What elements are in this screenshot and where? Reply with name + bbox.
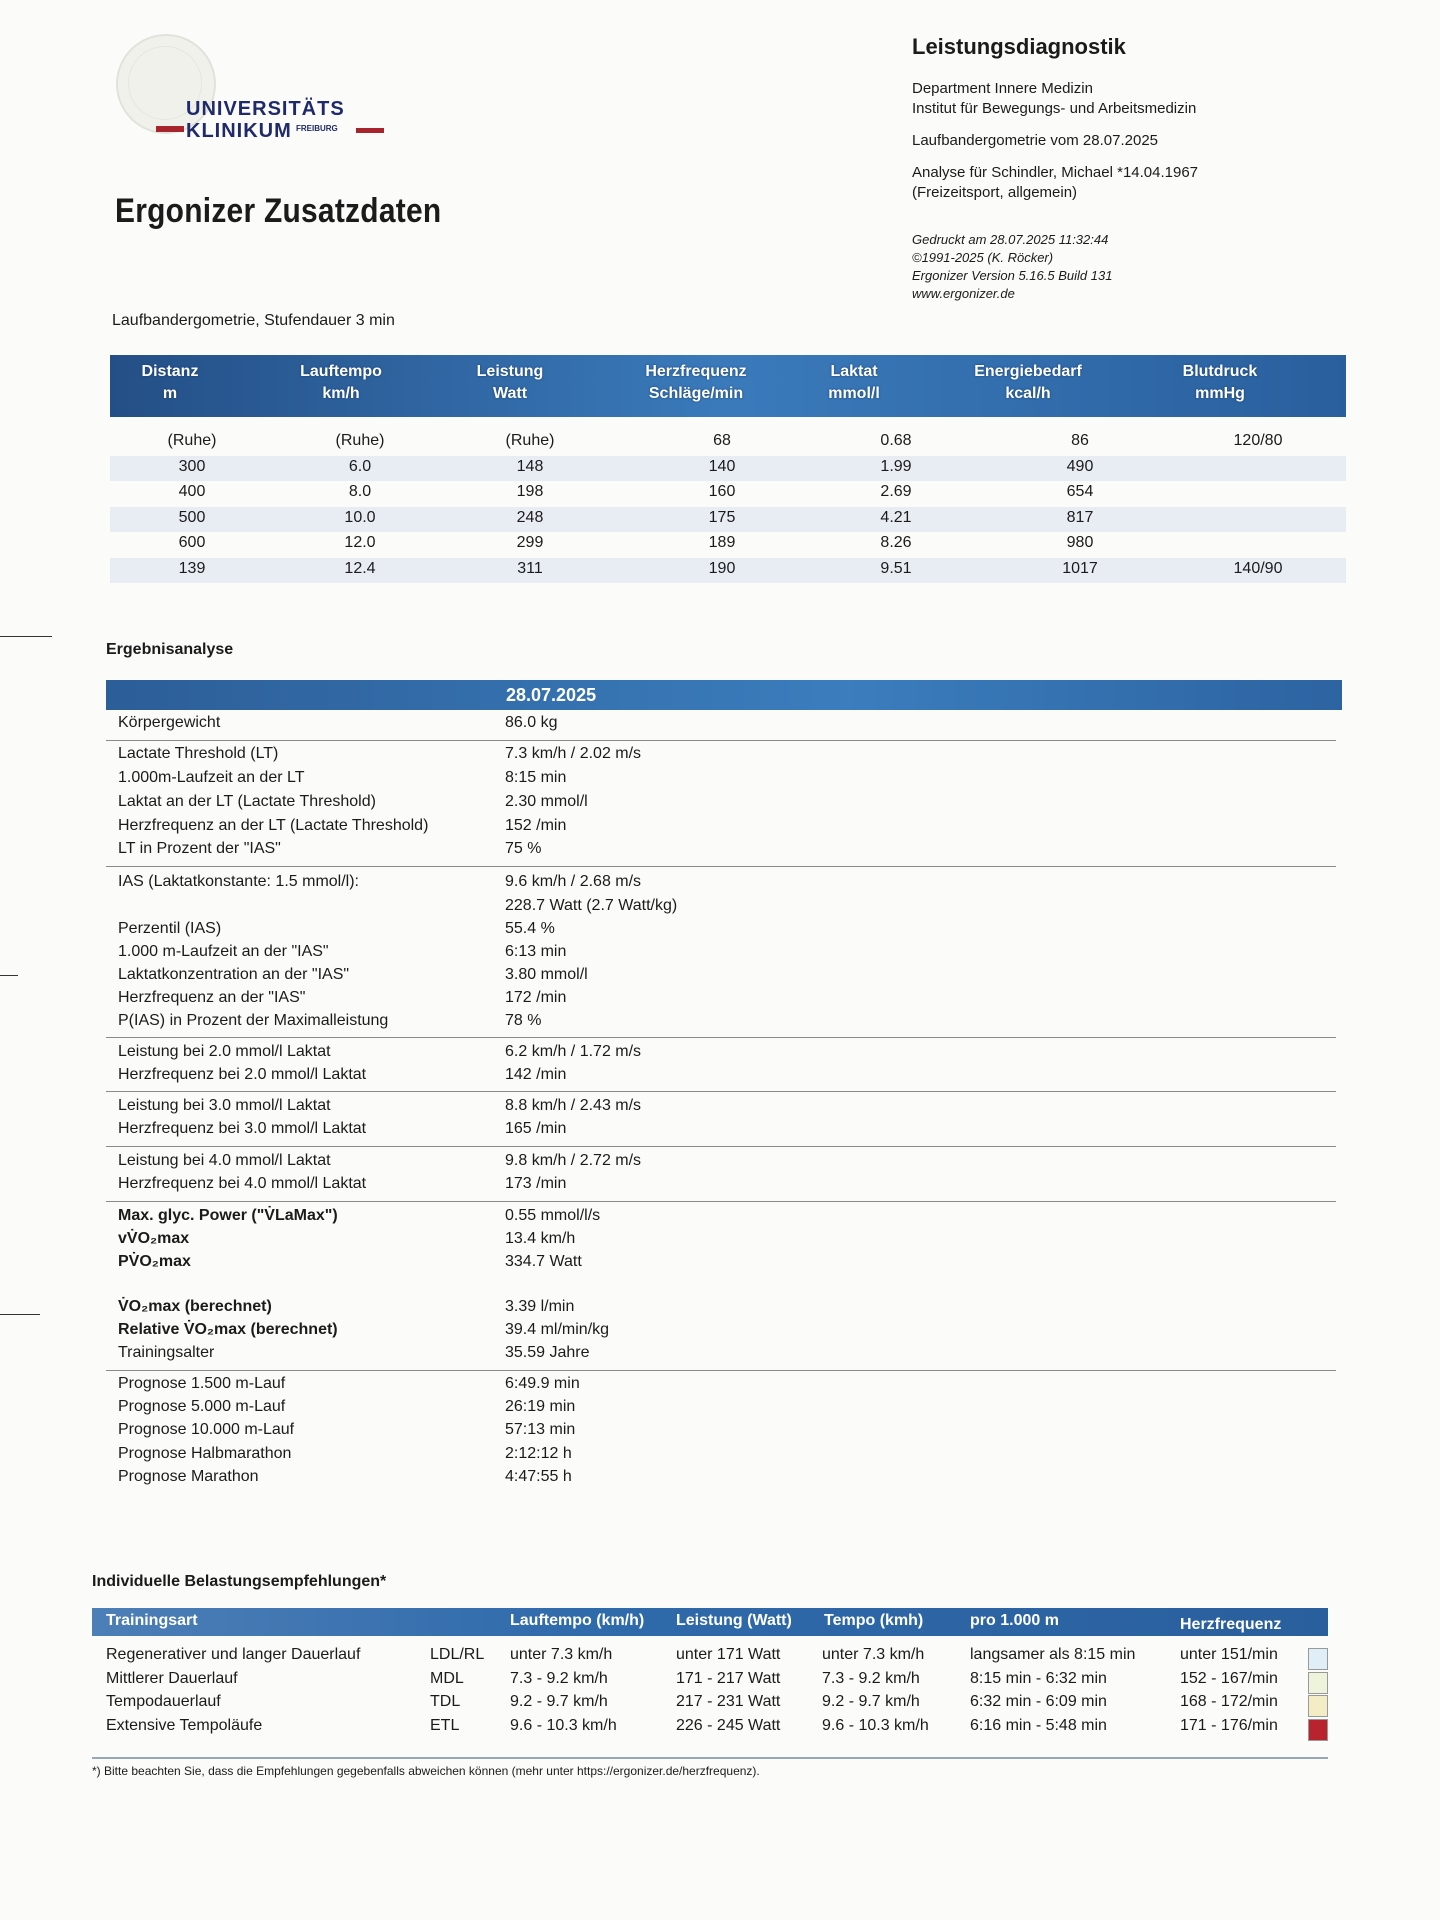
rec-cell-hr: 171 - 176/min — [1180, 1716, 1278, 1734]
rec-cell-per-km: 6:16 min - 5:48 min — [970, 1716, 1107, 1734]
rec-cell-name: Regenerativer und langer Dauerlauf — [106, 1646, 361, 1663]
logo-bar-right — [356, 128, 384, 133]
header-line1: Laktat — [830, 363, 878, 380]
stage-table-cell: 9.51 — [880, 560, 912, 577]
result-value: 165 /min — [505, 1120, 567, 1137]
result-label: Herzfrequenz bei 4.0 mmol/l Laktat — [118, 1175, 367, 1192]
result-separator — [106, 1146, 1336, 1147]
result-value: 172 /min — [505, 989, 567, 1006]
result-value: 228.7 Watt (2.7 Watt/kg) — [505, 897, 678, 914]
result-value: 78 % — [505, 1012, 542, 1029]
rec-cell-per-km: langsamer als 8:15 min — [970, 1646, 1136, 1663]
stage-table-header — [110, 355, 1346, 417]
header-copyright: ©1991-2025 (K. Röcker) — [912, 250, 1054, 265]
header-line2: km/h — [322, 385, 360, 402]
result-separator — [106, 1370, 1336, 1371]
result-value: 6:49.9 min — [505, 1375, 580, 1392]
results-header — [106, 680, 1342, 710]
result-label: Trainingsalter — [118, 1344, 215, 1361]
result-value: 4:47:55 h — [505, 1468, 572, 1485]
result-value: 57:13 min — [505, 1421, 576, 1438]
stage-table-cell: (Ruhe) — [505, 432, 555, 449]
result-label: Herzfrequenz bei 2.0 mmol/l Laktat — [118, 1066, 367, 1083]
result-label: Laktat an der LT (Lactate Threshold) — [118, 793, 376, 810]
hr-zone-swatch — [1308, 1695, 1328, 1717]
rec-cell-speed: 7.3 - 9.2 km/h — [510, 1669, 608, 1687]
result-label: Prognose Marathon — [118, 1468, 259, 1485]
stage-table-cell: 490 — [1066, 457, 1094, 475]
result-label: 1.000m-Laufzeit an der LT — [118, 769, 305, 786]
header-line2: m — [162, 385, 178, 402]
rec-header-tempo: Tempo (kmh) — [824, 1612, 924, 1629]
stage-header-cell — [440, 361, 580, 405]
result-value: 2:12:12 h — [505, 1445, 572, 1462]
rec-cell-code: MDL — [430, 1669, 464, 1687]
edge-mark — [0, 975, 18, 976]
result-value: 6:13 min — [505, 943, 567, 960]
result-label: 1.000 m-Laufzeit an der "IAS" — [118, 943, 329, 960]
rec-header-per-km: pro 1.000 m — [970, 1612, 1059, 1629]
result-label: Laktatkonzentration an der "IAS" — [118, 966, 350, 983]
result-value: 2.30 mmol/l — [505, 793, 588, 810]
stage-table-cell: 1.99 — [880, 457, 912, 475]
result-value: 75 % — [505, 840, 542, 857]
result-label: Prognose 5.000 m-Lauf — [118, 1398, 286, 1415]
result-label: vV̇O₂max — [118, 1230, 190, 1247]
rec-cell-power: 171 - 217 Watt — [676, 1669, 781, 1687]
result-value: 334.7 Watt — [505, 1253, 582, 1270]
result-separator — [106, 1037, 1336, 1038]
stage-table-cell: 1017 — [1062, 560, 1098, 577]
stage-table-cell: 400 — [178, 483, 206, 501]
recommendations-divider — [92, 1757, 1328, 1759]
stage-header-cell — [948, 361, 1108, 405]
stage-table-cell: 12.4 — [344, 560, 376, 577]
result-label: Körpergewicht — [118, 714, 221, 731]
stage-table-cell: 8.26 — [880, 534, 912, 552]
result-label: Herzfrequenz an der LT (Lactate Threshold) — [118, 817, 429, 834]
stage-table-cell: 500 — [178, 508, 206, 526]
header-printed: Gedruckt am 28.07.2025 11:32:44 — [912, 232, 1109, 247]
rec-header-power: Leistung (Watt) — [676, 1612, 792, 1629]
result-label: Prognose Halbmarathon — [118, 1445, 292, 1462]
stage-table-cell: 148 — [516, 457, 544, 475]
stage-table-cell: 600 — [178, 534, 206, 552]
result-value: 39.4 ml/min/kg — [505, 1321, 610, 1338]
header-line2: mmol/l — [828, 385, 880, 402]
result-label: V̇O₂max (berechnet) — [118, 1298, 272, 1315]
result-label: Prognose 1.500 m-Lauf — [118, 1375, 286, 1392]
result-separator — [106, 1091, 1336, 1092]
result-separator — [106, 740, 1336, 741]
recommendations-title: Individuelle Belastungsempfehlungen* — [92, 1573, 387, 1590]
hr-zone-swatch — [1308, 1672, 1328, 1694]
header-line1: Energiebedarf — [974, 363, 1082, 380]
rec-cell-name: Mittlerer Dauerlauf — [106, 1669, 238, 1687]
result-value: 9.6 km/h / 2.68 m/s — [505, 873, 642, 890]
stage-table-cell: 6.0 — [348, 457, 372, 475]
stage-table-cell: 311 — [517, 560, 543, 577]
rec-header-speed: Lauftempo (km/h) — [510, 1612, 645, 1629]
stage-table-cell: 654 — [1066, 483, 1094, 501]
stage-table-cell: 12.0 — [344, 534, 376, 552]
stage-table-cell: (Ruhe) — [167, 432, 217, 449]
rec-cell-power: 217 - 231 Watt — [676, 1693, 781, 1710]
stage-table-cell: 980 — [1066, 534, 1094, 552]
rec-cell-speed: 9.2 - 9.7 km/h — [510, 1693, 608, 1710]
edge-mark — [0, 1314, 40, 1315]
rec-cell-name: Tempodauerlauf — [106, 1693, 221, 1710]
stage-header-cell — [1150, 361, 1290, 405]
header-line1: Distanz — [141, 363, 199, 380]
stage-table-cell: 4.21 — [880, 508, 912, 526]
stage-table-cell: 140 — [708, 457, 736, 475]
header-line1: Lauftempo — [300, 363, 382, 380]
logo-bar-left — [156, 126, 184, 132]
result-value: 9.8 km/h / 2.72 m/s — [505, 1152, 642, 1169]
result-value: 8.8 km/h / 2.43 m/s — [505, 1097, 642, 1114]
rec-cell-tempo: 7.3 - 9.2 km/h — [822, 1669, 920, 1687]
hr-zone-swatch — [1308, 1719, 1328, 1741]
stage-table-row — [110, 481, 1346, 506]
stage-table-cell: 299 — [516, 534, 544, 552]
header-line2: Schläge/min — [648, 385, 744, 402]
header-line1: Leistung — [476, 363, 544, 380]
stage-header-cell — [784, 361, 924, 405]
rec-cell-speed: 9.6 - 10.3 km/h — [510, 1716, 617, 1734]
header-line1: Herzfrequenz — [645, 363, 747, 380]
result-value: 86.0 kg — [505, 714, 558, 731]
rec-cell-tempo: unter 7.3 km/h — [822, 1646, 925, 1663]
rec-header-type: Trainingsart — [106, 1612, 198, 1629]
edge-mark — [0, 636, 52, 637]
result-value: 7.3 km/h / 2.02 m/s — [505, 745, 642, 762]
header-line2: mmHg — [1195, 385, 1245, 402]
rec-cell-name: Extensive Tempoläufe — [106, 1716, 263, 1734]
logo-line1: UNIVERSITÄTS — [186, 98, 345, 120]
header-line2: kcal/h — [1005, 385, 1051, 402]
result-label: Herzfrequenz an der "IAS" — [118, 989, 306, 1006]
result-label: Perzentil (IAS) — [118, 920, 222, 937]
result-label: Lactate Threshold (LT) — [118, 745, 279, 762]
result-value: 152 /min — [505, 817, 567, 834]
result-label: Herzfrequenz bei 3.0 mmol/l Laktat — [118, 1120, 367, 1137]
result-separator — [106, 866, 1336, 867]
result-value: 55.4 % — [505, 920, 555, 937]
result-label: LT in Prozent der "IAS" — [118, 840, 281, 857]
header-analysis: Analyse für Schindler, Michael *14.04.1967 — [912, 164, 1199, 181]
stage-table-cell: 2.69 — [880, 483, 912, 501]
stage-table-cell: 0.68 — [880, 432, 912, 449]
stage-table-cell: 139 — [178, 560, 206, 577]
rec-cell-per-km: 8:15 min - 6:32 min — [970, 1669, 1107, 1687]
result-value: 35.59 Jahre — [505, 1344, 590, 1361]
rec-cell-hr: 152 - 167/min — [1180, 1669, 1278, 1687]
rec-cell-tempo: 9.2 - 9.7 km/h — [822, 1693, 920, 1710]
header-title: Leistungsdiagnostik — [912, 34, 1126, 59]
results-section-title: Ergebnisanalyse — [106, 641, 234, 658]
rec-cell-code: TDL — [430, 1693, 461, 1710]
stage-table-row — [110, 532, 1346, 557]
result-label: Max. glyc. Power ("V̇LaMax") — [118, 1207, 338, 1224]
result-label: Leistung bei 2.0 mmol/l Laktat — [118, 1043, 331, 1060]
result-separator — [106, 1201, 1336, 1202]
rec-cell-hr: unter 151/min — [1180, 1646, 1278, 1663]
recommendations-header — [92, 1608, 1328, 1636]
stage-header-cell — [266, 361, 416, 405]
result-label: IAS (Laktatkonstante: 1.5 mmol/l): — [118, 873, 359, 890]
hr-zone-swatch — [1308, 1648, 1328, 1670]
stage-table-cell: 189 — [708, 534, 736, 552]
stage-table-cell: 8.0 — [348, 483, 372, 501]
header-line1: Blutdruck — [1182, 363, 1258, 380]
result-value: 142 /min — [505, 1066, 567, 1083]
stage-table-cell: 140/90 — [1233, 560, 1283, 577]
stage-table-cell: 198 — [516, 483, 544, 501]
result-label: PV̇O₂max — [118, 1253, 191, 1270]
results-date: 28.07.2025 — [506, 685, 597, 705]
stage-header-cell — [110, 361, 230, 405]
stage-table-cell: 68 — [713, 432, 731, 449]
rec-header-hr: Herzfrequenz — [1180, 1616, 1282, 1633]
result-label: Prognose 10.000 m-Lauf — [118, 1421, 295, 1438]
logo-line2: KLINIKUM — [186, 120, 292, 142]
stage-table-cell: 190 — [708, 560, 736, 577]
stage-table-cell: (Ruhe) — [335, 432, 385, 449]
stage-header-cell — [616, 361, 776, 405]
result-value: 3.39 l/min — [505, 1298, 575, 1315]
rec-cell-power: 226 - 245 Watt — [676, 1716, 781, 1734]
header-line2: Watt — [492, 385, 528, 402]
footnote: *) Bitte beachten Sie, dass die Empfehlungen gegebenfalls abweichen können (mehr unter https://ergonizer.de/herzfrequenz). — [92, 1764, 760, 1778]
result-value: 0.55 mmol/l/s — [505, 1207, 601, 1224]
stage-table-cell: 817 — [1066, 508, 1094, 526]
stage-table-cell: 300 — [178, 457, 206, 475]
stage-table-cell: 175 — [708, 508, 736, 526]
result-label: Leistung bei 4.0 mmol/l Laktat — [118, 1152, 331, 1169]
header-website: www.ergonizer.de — [912, 286, 1015, 301]
header-version: Ergonizer Version 5.16.5 Build 131 — [912, 268, 1113, 283]
stage-table-row — [110, 456, 1346, 481]
result-label: P(IAS) in Prozent der Maximalleistung — [118, 1012, 389, 1029]
header-test: Laufbandergometrie vom 28.07.2025 — [912, 132, 1159, 149]
rec-cell-power: unter 171 Watt — [676, 1646, 781, 1663]
stage-table-row — [110, 507, 1346, 532]
stage-table-row — [110, 430, 1346, 455]
rec-cell-speed: unter 7.3 km/h — [510, 1646, 613, 1663]
header-institute: Institut für Bewegungs- und Arbeitsmedizin — [912, 100, 1197, 117]
result-value: 3.80 mmol/l — [505, 966, 588, 983]
page-subtitle: Laufbandergometrie, Stufendauer 3 min — [112, 312, 395, 329]
rec-cell-code: LDL/RL — [430, 1646, 485, 1663]
header-category: (Freizeitsport, allgemein) — [912, 184, 1078, 201]
result-value: 8:15 min — [505, 769, 567, 786]
stage-table-cell: 120/80 — [1233, 432, 1283, 449]
result-value: 6.2 km/h / 1.72 m/s — [505, 1043, 642, 1060]
page-title: Ergonizer Zusatzdaten — [115, 192, 442, 230]
stage-table-cell: 160 — [708, 483, 736, 501]
rec-cell-tempo: 9.6 - 10.3 km/h — [822, 1716, 929, 1734]
rec-cell-per-km: 6:32 min - 6:09 min — [970, 1693, 1107, 1710]
header-dept: Department Innere Medizin — [912, 80, 1093, 97]
result-value: 13.4 km/h — [505, 1230, 576, 1247]
logo-city: FREIBURG — [296, 124, 338, 133]
stage-table-cell: 86 — [1071, 432, 1089, 449]
rec-cell-code: ETL — [430, 1716, 460, 1734]
stage-table-cell: 248 — [516, 508, 544, 526]
result-label: Relative V̇O₂max (berechnet) — [118, 1321, 338, 1338]
result-value: 26:19 min — [505, 1398, 576, 1415]
rec-cell-hr: 168 - 172/min — [1180, 1693, 1278, 1710]
result-label: Leistung bei 3.0 mmol/l Laktat — [118, 1097, 331, 1114]
stage-table-cell: 10.0 — [344, 508, 376, 526]
stage-table-row — [110, 558, 1346, 583]
result-value: 173 /min — [505, 1175, 567, 1192]
